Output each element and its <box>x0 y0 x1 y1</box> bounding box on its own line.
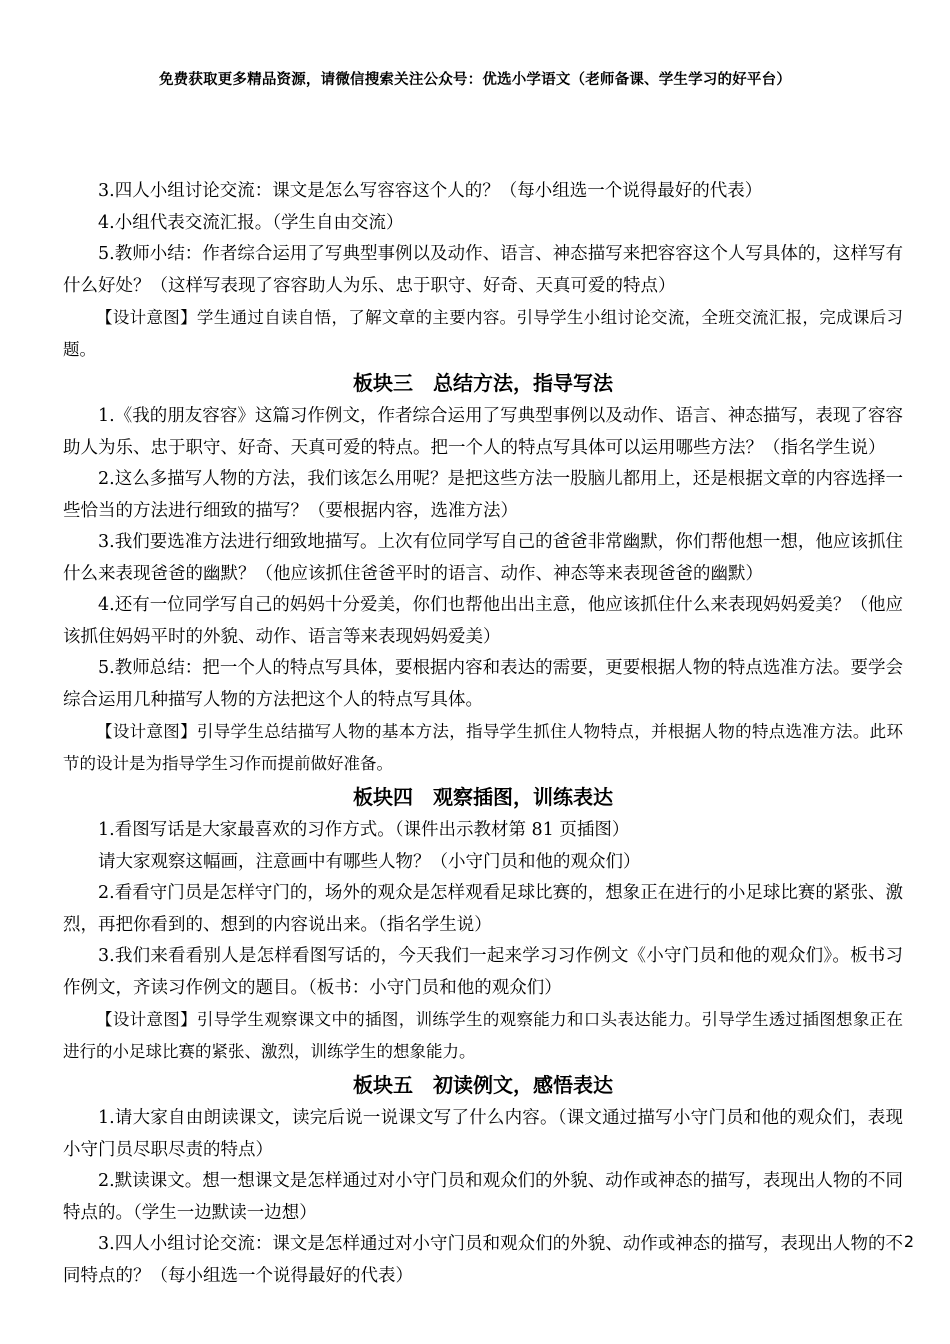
paragraph: 2.看看守门员是怎样守门的，场外的观众是怎样观看足球比赛的，想象正在进行的小足球比赛的紧张、激烈，再把你看到的、想到的内容说出来。（指名学生说） <box>63 883 903 935</box>
design-intent-paragraph: 【设计意图】引导学生观察课文中的插图，训练学生的观察能力和口头表达能力。引导学生透过插图想象正在进行的小足球比赛的紧张、激烈，训练学生的想象能力。 <box>63 1010 903 1061</box>
paragraph: 2.这么多描写人物的方法，我们该怎么用呢？是把这些方法一股脑儿都用上，还是根据文章的内容选择一些恰当的方法进行细致的描写？（要根据内容，选准方法） <box>63 469 903 521</box>
paragraph: 请大家观察这幅画，注意画中有哪些人物？（小守门员和他的观众们） <box>98 851 641 872</box>
paragraph: 1.请大家自由朗读课文，读完后说一说课文写了什么内容。（课文通过描写小守门员和他的观众们，表现小守门员尽职尽责的特点） <box>63 1108 903 1160</box>
section-heading: 板块四 观察插图，训练表达 <box>353 785 613 809</box>
paragraph: 1.《我的朋友容容》这篇习作例文，作者综合运用了写典型事例以及动作、语言、神态描写，表现了容容助人为乐、忠于职守、好奇、天真可爱的特点。把一个人的特点写具体可以运用哪些方法？（指名学生说） <box>63 406 903 458</box>
paragraph: 3.四人小组讨论交流：课文是怎么写容容这个人的？（每小组选一个说得最好的代表） <box>98 181 763 201</box>
paragraph: 4.还有一位同学写自己的妈妈十分爱美，你们也帮他出出主意，他应该抓住什么来表现妈妈爱美？（他应该抓住妈妈平时的外貌、动作、语言等来表现妈妈爱美） <box>63 595 903 647</box>
section-heading: 板块五 初读例文，感悟表达 <box>353 1073 613 1097</box>
document-body <box>63 176 903 1292</box>
paragraph: 4.小组代表交流汇报。（学生自由交流） <box>98 212 404 233</box>
paragraph: 1.看图写话是大家最喜欢的习作方式。（课件出示教材第 81 页插图） <box>98 820 630 840</box>
paragraph: 2.默读课文。想一想课文是怎样通过对小守门员和观众们的外貌、动作或神态的描写，表现出人物的不同特点的。（学生一边默读一边想） <box>63 1171 903 1223</box>
design-intent-paragraph: 【设计意图】引导学生总结描写人物的基本方法，指导学生抓住人物特点，并根据人物的特点选准方法。此环节的设计是为指导学生习作而提前做好准备。 <box>63 722 903 773</box>
paragraph: 3.我们来看看别人是怎样看图写话的，今天我们一起来学习习作例文《小守门员和他的观众们》。板书习作例文，齐读习作例文的题目。（板书：小守门员和他的观众们） <box>63 946 903 998</box>
design-intent-paragraph: 【设计意图】学生通过自读自悟，了解文章的主要内容。引导学生小组讨论交流，全班交流汇报，完成课后习题。 <box>63 308 903 359</box>
paragraph: 5.教师小结：作者综合运用了写典型事例以及动作、语言、神态描写来把容容这个人写具体的，这样写有什么好处？（这样写表现了容容助人为乐、忠于职守、好奇、天真可爱的特点） <box>63 244 903 296</box>
paragraph: 5.教师总结：把一个人的特点写具体，要根据内容和表达的需要，更要根据人物的特点选准方法。要学会综合运用几种描写人物的方法把这个人的特点写具体。 <box>63 658 903 710</box>
page-header-promo: 免费获取更多精品资源，请微信搜索关注公众号：优选小学语文（老师备课、学生学习的好平台） <box>158 72 792 88</box>
page-number: 2 <box>903 1232 914 1251</box>
paragraph: 3.我们要选准方法进行细致地描写。上次有位同学写自己的爸爸非常幽默，你们帮他想一想，他应该抓住什么来表现爸爸的幽默？（他应该抓住爸爸平时的语言、动作、神态等来表现爸爸的幽默） <box>63 532 903 584</box>
section-heading: 板块三 总结方法，指导写法 <box>353 371 613 395</box>
paragraph: 3.四人小组讨论交流：课文是怎样通过对小守门员和观众们的外貌、动作或神态的描写，表现出人物的不同特点的？（每小组选一个说得最好的代表） <box>63 1234 903 1286</box>
